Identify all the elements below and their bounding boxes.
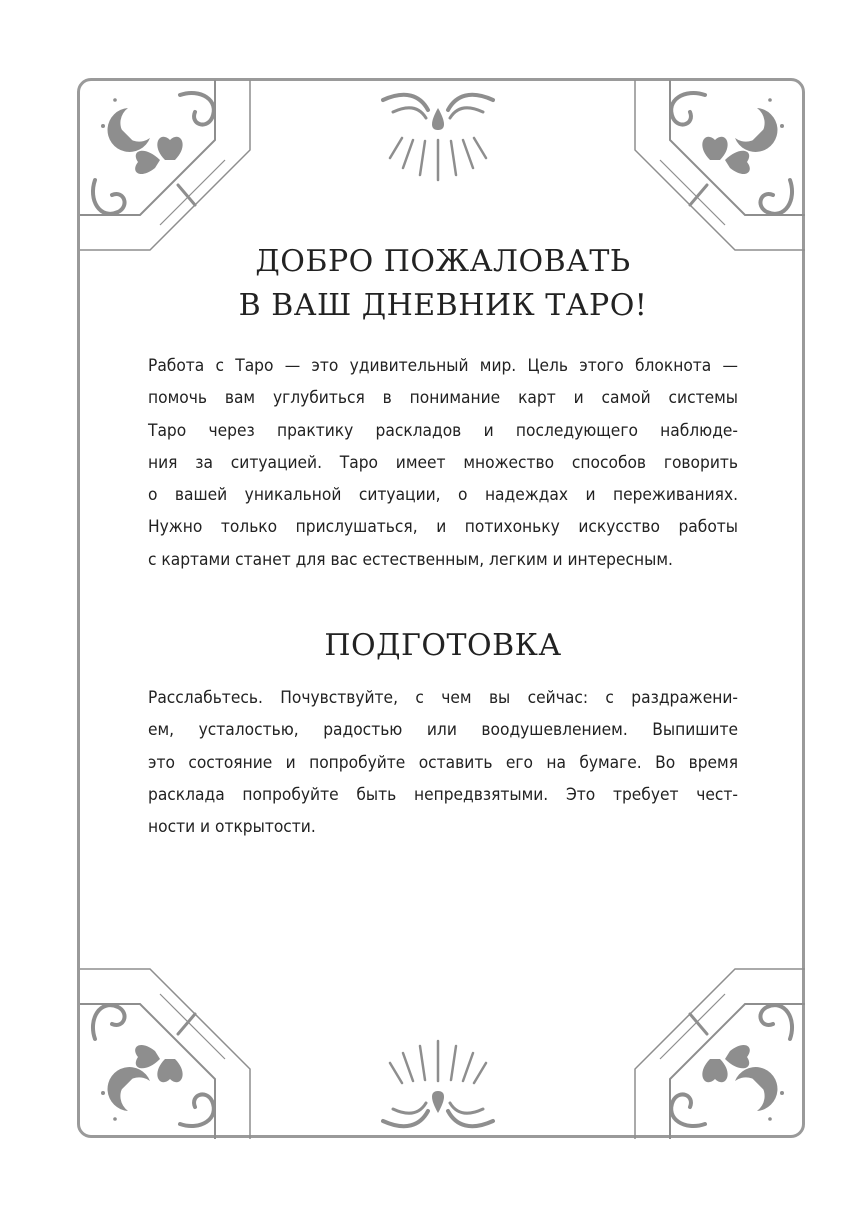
section-line: Расслабьтесь. Почувствуйте, с чем вы сейчас: с раздражени- bbox=[148, 688, 738, 709]
title-line-1: ДОБРО ПОЖАЛОВАТЬ bbox=[255, 244, 631, 279]
intro-line: Таро через практику раскладов и последующего наблюде- bbox=[148, 420, 738, 441]
page-content bbox=[148, 240, 738, 844]
section-paragraph bbox=[148, 682, 738, 843]
intro-paragraph bbox=[148, 350, 738, 576]
page-title bbox=[148, 240, 738, 328]
section-line: ности и открытости. bbox=[148, 817, 316, 838]
intro-line: ния за ситуацией. Таро имеет множество способов говорить bbox=[148, 452, 738, 473]
section-line: ем, усталостью, радостью или воодушевлением. Выпишите bbox=[148, 720, 738, 741]
corner-ornament-top-left bbox=[80, 80, 250, 250]
title-line-2: В ВАШ ДНЕВНИК ТАРО! bbox=[238, 288, 648, 323]
radiant-sun-icon bbox=[383, 95, 493, 180]
corner-ornament-top-right bbox=[635, 80, 805, 250]
intro-line: Работа с Таро — это удивительный мир. Цель этого блокнота — bbox=[148, 356, 738, 376]
intro-line: о вашей уникальной ситуации, о надеждах и переживаниях. bbox=[148, 485, 738, 506]
section-line: расклада попробуйте быть непредвзятыми. Это требует чест- bbox=[148, 784, 738, 805]
corner-ornament-bottom-right bbox=[635, 969, 805, 1139]
section-title: ПОДГОТОВКА bbox=[324, 628, 562, 664]
radiant-sun-icon bbox=[383, 1041, 493, 1126]
intro-line: с картами станет для вас естественным, легким и интересным. bbox=[148, 549, 673, 570]
corner-ornament-bottom-left bbox=[80, 969, 250, 1139]
intro-line: помочь вам углубиться в понимание карт и самой системы bbox=[148, 388, 738, 409]
intro-line: Нужно только прислушаться, и потихоньку искусство работы bbox=[148, 517, 738, 538]
section-line: это состояние и попробуйте оставить его на бумаге. Во время bbox=[148, 752, 738, 773]
